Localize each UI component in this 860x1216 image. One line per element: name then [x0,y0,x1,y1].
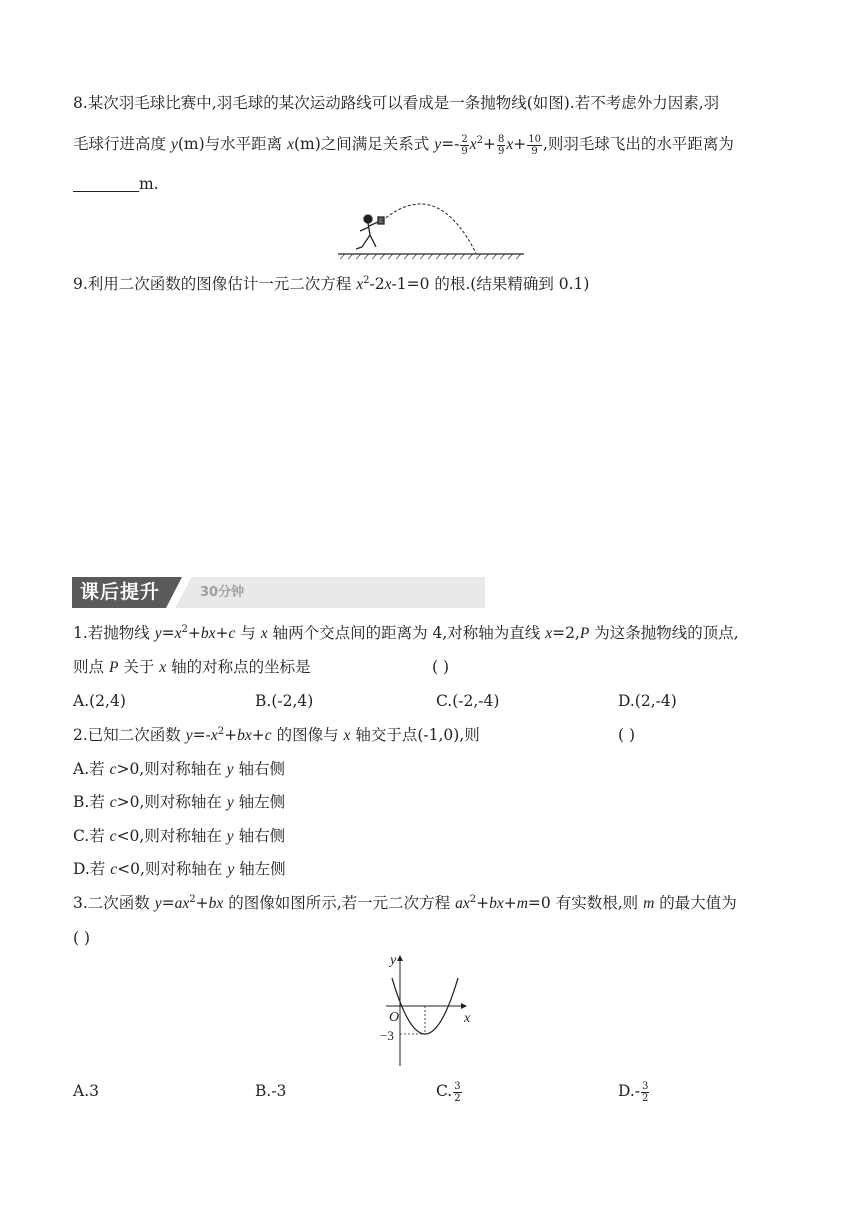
option-a[interactable]: A.3 [73,1082,99,1100]
trajectory-curve [382,204,476,253]
option-b[interactable]: B.若 c>0,则对称轴在 y 轴左侧 [73,793,286,811]
option-b[interactable]: B.-3 [255,1082,287,1100]
y-label: y [390,953,397,968]
eq-x: x [506,136,514,153]
badminton-figure [336,197,526,261]
option-a[interactable]: A.(2,4) [73,692,126,710]
option-c[interactable]: C.(-2,-4) [436,692,500,710]
fraction: $\frac{2}{9}$ [461,133,468,157]
option-d[interactable]: D.(2,-4) [618,692,677,710]
eq-y: y [434,136,442,153]
q8-line2 [73,133,734,157]
answer-paren[interactable]: ( ) [618,726,636,744]
parabola-graph [362,948,482,1070]
answer-paren[interactable]: ( ) [73,929,91,947]
p3-line1: 3.二次函数 $y=ax^2+bx$ 的图像如图所示,若一元二次方程 $ax^2+bx+m=0$ 有实数根,则 m 的最大值为 [73,894,737,912]
option-c[interactable]: C. $\frac{3}{2}$ [436,1080,461,1104]
answer-blank[interactable] [73,177,139,192]
origin-label: O [389,1010,400,1025]
option-d[interactable]: D.若 c<0,则对称轴在 y 轴左侧 [73,860,286,878]
q8-text: 毛球行进高度 [73,135,171,153]
q9-line: 9.利用二次函数的图像估计一元二次方程 $x^2-2x-1=0$ 的根.(结果精确到 0.1) [73,275,590,293]
player-icon [356,215,384,249]
q8-text: (m)与水平距离 [177,135,288,153]
unit: m. [139,175,159,193]
exponent: 2 [476,135,483,146]
q8-line3 [73,173,159,195]
plus: + [513,135,527,153]
q8-line1: 8.某次羽毛球比赛中,羽毛球的某次运动路线可以看成是一条抛物线(如图).若不考虑外力因素,羽 [73,94,720,112]
section-banner [72,577,485,608]
min-label: −3 [380,1028,394,1043]
q8-text: ,则羽毛球飞出的水平距离为 [542,135,734,153]
option-b[interactable]: B.(-2,4) [255,692,314,710]
p1-line1: 1.若抛物线 $y=x^2+bx+c$ 与 x 轴两个交点间的距离为 4,对称轴为直线 x=2,P 为这条抛物线的顶点, [73,624,739,642]
eq-sign: =- [441,135,460,153]
option-c[interactable]: C.若 c<0,则对称轴在 y 轴右侧 [73,827,286,845]
var-x: x [287,136,294,153]
option-a[interactable]: A.若 c>0,则对称轴在 y 轴右侧 [73,760,285,778]
eq-x: x [469,136,477,153]
p2-line1: 2.已知二次函数 $y=-x^2+bx+c$ 的图像与 x 轴交于点(-1,0),则 [73,726,480,744]
plus: + [482,135,496,153]
answer-paren[interactable]: ( ) [432,658,450,676]
q8-text: (m)之间满足关系式 [293,135,435,153]
section-time: 30分钟 [200,585,245,600]
fraction: $\frac{10}{9}$ [528,133,541,157]
p1-line2: 则点 P 关于 x 轴的对称点的坐标是 [73,658,311,676]
option-d[interactable]: D.- $\frac{3}{2}$ [618,1080,649,1104]
section-title: 课后提升 [80,581,161,603]
var-y: y [170,136,178,153]
fraction: $\frac{8}{9}$ [497,133,505,157]
x-label: x [464,1011,471,1026]
